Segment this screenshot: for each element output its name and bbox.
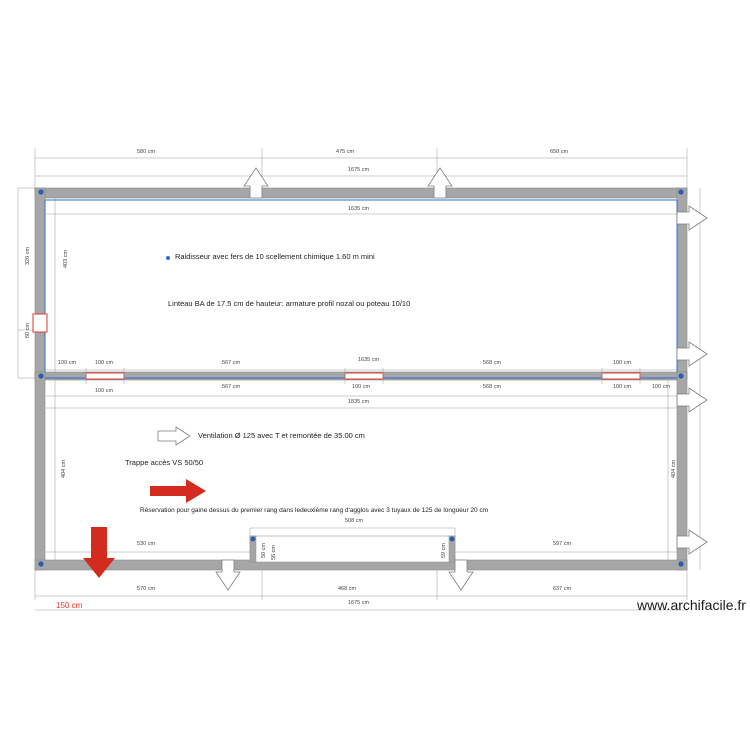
dim-red-left: 150 cm <box>56 601 83 610</box>
dim-door-left-b: 56 cm <box>271 545 277 560</box>
dim-mid-upper-2: 100 cm <box>95 360 114 366</box>
dim-right-lower: 404 cm <box>671 459 677 478</box>
inner-blue-lines <box>45 200 677 378</box>
raidisseur-note: Raidisseur avec fers de 10 scellement chimique 1.60 m mini <box>175 252 375 261</box>
dim-mid-upper-1: 100 cm <box>58 360 77 366</box>
dim-mid-upper-total: 1635 cm <box>358 357 380 363</box>
dim-top-1: 580 cm <box>137 149 156 155</box>
ventilation-note: Ventilation Ø 125 avec T et remontée de 35.00 cm <box>198 431 365 440</box>
dim-left-lower: 404 cm <box>61 459 67 478</box>
dim-top-total: 1675 cm <box>348 167 370 173</box>
archifacile-watermark: www.archifacile.fr <box>637 597 746 613</box>
linteau-note: Linteau BA de 17.5 cm de hauteur: armature profil nozal ou poteau 10/10 <box>168 299 411 308</box>
dim-top-2: 475 cm <box>336 149 355 155</box>
dim-bottom-outer-2: 468 cm <box>338 586 357 592</box>
dim-mid-lower-3: 100 cm <box>352 384 371 390</box>
dim-left-inner: 403 cm <box>63 249 69 268</box>
dim-bottom-total: 1675 cm <box>348 600 370 606</box>
dim-bottom-outer-1: 570 cm <box>137 586 156 592</box>
dim-door-right: 59 cm <box>441 543 447 558</box>
dim-mid-lower-2: 567 cm <box>222 384 241 390</box>
dim-bottom-inner-1: 530 cm <box>137 541 156 547</box>
dim-mid-lower-4: 568 cm <box>483 384 502 390</box>
dim-mid-lower-6: 100 cm <box>652 384 671 390</box>
dim-mid-upper-3: 567 cm <box>222 360 241 366</box>
raidisseur-bullet-icon <box>166 256 170 260</box>
dim-left-small: 60 cm <box>25 323 31 338</box>
dim-bottom-inner-3: 597 cm <box>553 541 572 547</box>
dim-mid-total: 1835 cm <box>348 399 370 405</box>
trappe-note: Trappe accès VS 50/50 <box>125 458 204 467</box>
dim-bottom-inner-2: 508 cm <box>345 518 364 524</box>
dim-door-left-a: 50 cm <box>261 543 267 558</box>
dim-mid-lower-5: 100 cm <box>613 384 632 390</box>
dim-bottom-outer-3: 637 cm <box>553 586 572 592</box>
reservation-note: Réservation pour gaine dessus du premier rang dans ledeuxième rang d'agglos avec 3 tuyaux de 125 de longueur 20 cm <box>140 507 489 514</box>
dim-inner-top: 1635 cm <box>348 206 370 212</box>
dim-mid-lower-1: 100 cm <box>95 388 114 394</box>
dim-mid-upper-5: 100 cm <box>613 360 632 366</box>
dim-top-3: 650 cm <box>550 149 569 155</box>
dim-left-outer: 320 cm <box>25 246 31 265</box>
dim-mid-upper-4: 568 cm <box>483 360 502 366</box>
